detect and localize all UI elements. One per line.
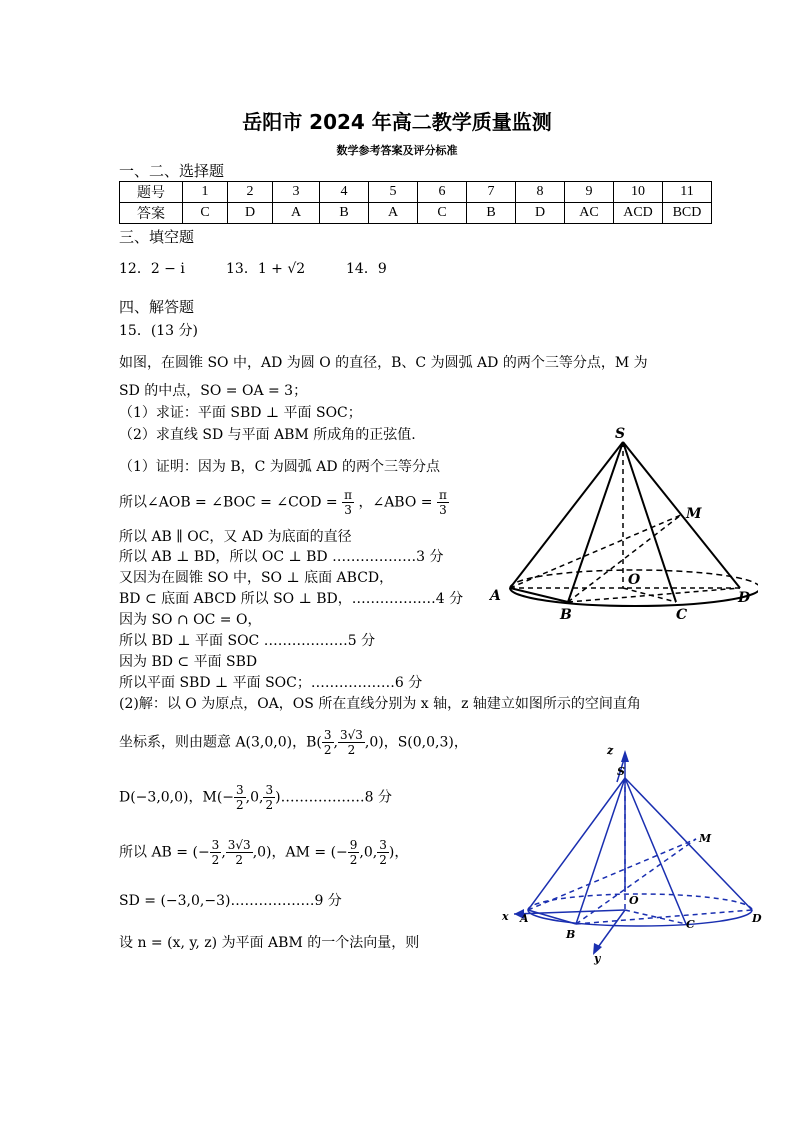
table-cell: ACD	[614, 203, 663, 224]
solution-coords-line2	[119, 783, 392, 812]
table-cell: C	[183, 203, 228, 224]
label-A: A	[520, 912, 529, 925]
label-C: C	[676, 607, 688, 623]
fraction-numerator: 3	[211, 838, 220, 852]
table-cell: D	[228, 203, 273, 224]
fraction-numerator: 3√3	[227, 838, 251, 852]
table-cell: 9	[565, 182, 614, 203]
label-D: D	[752, 912, 762, 925]
fraction	[342, 488, 354, 517]
proof-line: （1）证明：因为 B，C 为圆弧 AD 的两个三等分点	[119, 459, 441, 475]
label-S: S	[615, 426, 626, 442]
fraction-denominator: 2	[379, 853, 387, 867]
q15-part2: （2）求直线 SD 与平面 ABM 所成角的正弦值.	[119, 427, 416, 443]
q15-stem-line2: SD 的中点，SO = OA = 3；	[119, 383, 308, 399]
cone-axes-figure	[500, 742, 776, 966]
angle-text: ，∠ABO =	[358, 494, 433, 511]
table-cell: 5	[369, 182, 418, 203]
label-B: B	[560, 607, 572, 623]
fraction	[263, 783, 275, 812]
fraction-numerator: 9	[349, 838, 358, 852]
fraction-denominator: 2	[347, 743, 356, 757]
fraction	[322, 728, 334, 757]
proof-line: 又因为在圆锥 SO 中，SO ⊥ 底面 ABCD，	[119, 570, 394, 586]
table-cell: 3	[273, 182, 320, 203]
proof-line: 所以 AB ∥ OC，又 AD 为底面的直径	[119, 529, 352, 545]
label-y: y	[594, 952, 601, 965]
cone-figure	[488, 420, 758, 630]
table-cell: B	[467, 203, 516, 224]
coords-text: 坐标系，则由题意 A(3,0,0)，B(	[119, 734, 322, 751]
table-cell: BCD	[663, 203, 712, 224]
table-cell: D	[516, 203, 565, 224]
section-fill-heading: 三、填空题	[119, 228, 195, 246]
fraction-numerator: 3	[379, 838, 387, 852]
page-subtitle: 数学参考答案及评分标准	[336, 144, 458, 157]
table-cell: 11	[663, 182, 712, 203]
proof-line: 所以 BD ⊥ 平面 SOC ………………5 分	[119, 633, 376, 649]
proof-line: 所以平面 SBD ⊥ 平面 SOC；………………6 分	[119, 675, 423, 691]
table-row	[120, 182, 712, 203]
table-cell: 1	[183, 182, 228, 203]
table-cell: A	[369, 203, 418, 224]
coords-text: ,0,	[245, 789, 264, 806]
fraction	[437, 488, 449, 517]
solution-coords-line1: 坐标系，则由题意 A(3,0,0)，B( $\frac{3}{2}$ , $\frac{3√3}{2}$ ,0)，S(0,0,3)，	[119, 728, 468, 757]
proof-line: 所以 AB ⊥ BD，所以 OC ⊥ BD ………………3 分	[119, 549, 444, 565]
proof-line: 因为 SO ∩ OC = O，	[119, 612, 262, 628]
section-solve-heading: 四、解答题	[119, 298, 195, 316]
fraction-numerator: π	[438, 488, 447, 502]
proof-line: BD ⊂ 底面 ABCD 所以 SO ⊥ BD，………………4 分	[119, 591, 464, 607]
table-cell: 8	[516, 182, 565, 203]
fraction-numerator: 3	[265, 783, 274, 797]
label-B: B	[566, 928, 576, 941]
proof-line: 因为 BD ⊂ 平面 SBD	[119, 654, 258, 670]
label-x: x	[502, 910, 509, 923]
solution-line: 设 n = (x, y, z) 为平面 ABM 的一个法向量，则	[119, 935, 420, 951]
fraction-denominator: 2	[349, 853, 358, 867]
table-cell: 7	[467, 182, 516, 203]
solution-vectors-line: 所以 AB = (− $\frac{3}{2}$ , $\frac{3√3}{2}$ ,0)，AM = (− $\frac{9}{2}$ ,0, $\frac{3}{2}$ )，	[119, 838, 409, 867]
fraction	[348, 838, 360, 867]
fraction-denominator: 2	[265, 798, 274, 812]
table-cell: 6	[418, 182, 467, 203]
vector-text: ,0,	[359, 844, 378, 861]
answer-q13: 13．1 + √2	[226, 261, 306, 277]
fraction	[226, 838, 253, 867]
fraction-numerator: 3√3	[339, 728, 363, 742]
label-S: S	[617, 765, 625, 778]
table-cell: 10	[614, 182, 663, 203]
label-M: M	[699, 832, 712, 845]
fraction	[210, 838, 222, 867]
answer-q14: 14．9	[346, 261, 387, 277]
fraction-numerator: 3	[236, 783, 244, 797]
table-cell: 4	[320, 182, 369, 203]
fraction-numerator: π	[344, 488, 353, 502]
label-z: z	[607, 744, 614, 757]
table-cell: 2	[228, 182, 273, 203]
fraction	[338, 728, 365, 757]
table-cell: A	[273, 203, 320, 224]
fraction-denominator: 3	[344, 503, 352, 517]
table-header-cell: 题号	[120, 182, 183, 203]
q15-part1: （1）求证：平面 SBD ⊥ 平面 SOC；	[119, 405, 362, 421]
answer-table	[119, 181, 712, 224]
fraction	[234, 783, 246, 812]
table-cell: AC	[565, 203, 614, 224]
label-M: M	[686, 506, 702, 522]
section-choice-heading: 一、二、选择题	[119, 162, 225, 180]
q15-stem-line1: 如图，在圆锥 SO 中，AD 为圆 O 的直径，B、C 为圆弧 AD 的两个三等分点，M 为	[119, 355, 648, 371]
fraction-denominator: 2	[323, 743, 332, 757]
vector-text: )，	[388, 844, 409, 861]
label-O: O	[629, 894, 639, 907]
answer-q12: 12．2 − i	[119, 261, 185, 277]
q15-header: 15．(13 分)	[119, 323, 199, 339]
proof-line-angles	[119, 488, 449, 517]
label-O: O	[628, 572, 641, 588]
coords-text: ,0)，S(0,0,3)，	[364, 734, 468, 751]
vector-text: 所以 AB = (−	[119, 844, 210, 861]
fraction-numerator: 3	[323, 728, 332, 742]
solution-line: SD = (−3,0,−3)………………9 分	[119, 893, 342, 909]
vector-text: ,0)，AM = (−	[252, 844, 348, 861]
coords-text: D(−3,0,0)，M(−	[119, 789, 235, 806]
fraction-denominator: 2	[211, 853, 220, 867]
fraction	[377, 838, 389, 867]
label-C: C	[686, 918, 695, 931]
table-cell: B	[320, 203, 369, 224]
fraction-denominator: 3	[439, 503, 447, 517]
angle-text: 所以∠AOB = ∠BOC = ∠COD =	[119, 494, 338, 511]
solution-line: (2)解：以 O 为原点，OA，OS 所在直线分别为 x 轴，z 轴建立如图所示的空间直角	[119, 696, 641, 712]
label-D: D	[738, 590, 751, 606]
page-title: 岳阳市 2024 年高二教学质量监测	[242, 110, 552, 134]
label-A: A	[490, 588, 501, 604]
table-header-cell: 答案	[120, 203, 183, 224]
table-row	[120, 203, 712, 224]
table-cell: C	[418, 203, 467, 224]
coords-text: )………………8 分	[275, 789, 392, 806]
fraction-denominator: 2	[236, 798, 244, 812]
fraction-denominator: 2	[235, 853, 244, 867]
